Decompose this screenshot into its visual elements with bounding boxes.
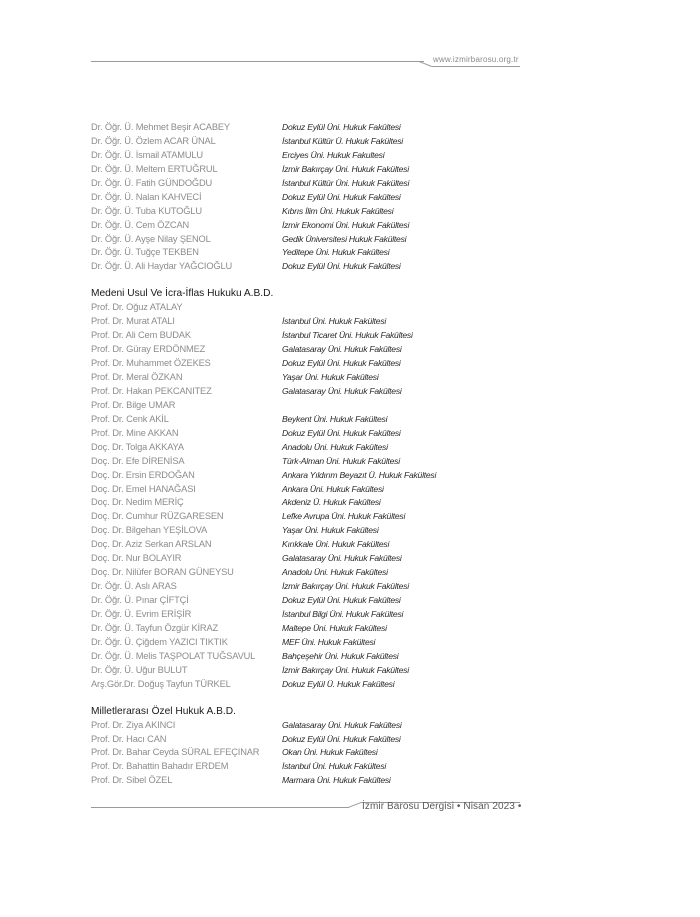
member-institution: Yaşar Üni. Hukuk Fakültesi [282, 372, 379, 382]
member-institution: Galatasaray Üni. Hukuk Fakültesi [282, 385, 402, 396]
header-url: www.izmirbarosu.org.tr [433, 55, 519, 64]
list-item [91, 149, 531, 163]
list-item [91, 580, 531, 594]
member-institution: İstanbul Üni. Hukuk Fakültesi [282, 316, 387, 327]
list-item [91, 121, 531, 135]
list-item [91, 733, 531, 747]
list-item [91, 219, 531, 233]
member-name: Prof. Dr. Ali Cem BUDAK [91, 330, 191, 341]
list-item [91, 455, 531, 469]
member-name: Prof. Dr. Güray ERDÖNMEZ [91, 344, 206, 355]
list-item [91, 413, 531, 427]
member-name: Prof. Dr. Oğuz ATALAY [91, 302, 183, 313]
member-name: Doç. Dr. Efe DİRENİSA [91, 455, 185, 466]
member-name: Prof. Dr. Ziya AKINCI [91, 719, 176, 730]
member-name: Dr. Öğr. Ü. Tuğçe TEKBEN [91, 247, 199, 258]
list-item [91, 399, 531, 413]
member-institution: Beykent Üni. Hukuk Fakültesi [282, 413, 388, 424]
member-name: Prof. Dr. Sibel ÖZEL [91, 775, 173, 786]
member-institution: Yeditepe Üni. Hukuk Fakültesi [282, 247, 390, 258]
list-item [91, 315, 531, 329]
member-name: Doç. Dr. Cumhur RÜZGARESEN [91, 511, 224, 522]
member-name: Prof. Dr. Cenk AKİL [91, 413, 169, 424]
member-name: Dr. Öğr. Ü. Fatih GÜNDOĞDU [91, 177, 213, 188]
member-name: Dr. Öğr. Ü. Nalan KAHVECİ [91, 191, 202, 202]
member-name: Dr. Öğr. Ü. Tayfun Özgür KİRAZ [91, 622, 219, 633]
member-institution: İstanbul Üni. Hukuk Fakültesi [282, 761, 387, 772]
member-institution: Anadolu Üni. Hukuk Fakültesi [282, 567, 388, 578]
header-rule-slant [419, 61, 432, 67]
member-name: Doç. Dr. Nilüfer BORAN GÜNEYSU [91, 567, 234, 578]
list-item [91, 678, 531, 692]
member-name: Dr. Öğr. Ü. Özlem ACAR ÜNAL [91, 135, 216, 146]
member-name: Prof. Dr. Hakan PEKCANITEZ [91, 385, 212, 396]
list-item [91, 385, 531, 399]
member-institution: Kırıkkale Üni. Hukuk Fakültesi [282, 539, 390, 550]
list-item [91, 538, 531, 552]
header-rule-end [432, 66, 520, 67]
member-institution: MEF Üni. Hukuk Fakültesi [282, 636, 376, 647]
member-name: Prof. Dr. Hacı CAN [91, 733, 167, 744]
member-institution: İzmir Bakırçay Üni. Hukuk Fakültesi [282, 664, 409, 675]
list-item [91, 427, 531, 441]
member-institution: Erciyes Üni. Hukuk Fakultesi [282, 149, 385, 160]
member-name: Dr. Öğr. Ü. Ali Haydar YAĞCIOĞLU [91, 261, 233, 272]
member-institution: Anadolu Üni. Hukuk Fakültesi [282, 441, 388, 452]
list-item [91, 246, 531, 260]
list-item [91, 496, 531, 510]
member-name: Prof. Dr. Bahattin Bahadır ERDEM [91, 761, 229, 772]
member-name: Prof. Dr. Murat ATALI [91, 316, 175, 327]
member-institution: İstanbul Bilgi Üni. Hukuk Fakültesi [282, 608, 404, 619]
list-item [91, 552, 531, 566]
member-institution: Okan Üni. Hukuk Fakültesi [282, 747, 378, 758]
member-institution: İzmir Ekonomi Üni. Hukuk Fakültesi [282, 219, 410, 230]
member-institution: İstanbul Kültür Ü. Hukuk Fakültesi [282, 135, 403, 146]
member-institution: Yaşar Üni. Hukuk Fakültesi [282, 525, 379, 536]
member-institution: Türk-Alman Üni. Hukuk Fakültesi [282, 455, 400, 466]
member-institution: Ankara Üni. Hukuk Fakültesi [282, 483, 384, 494]
member-name: Doç. Dr. Aziz Serkan ARSLAN [91, 539, 212, 550]
member-institution: Bahçeşehir Üni. Hukuk Fakültesi [282, 650, 399, 661]
list-item [91, 371, 531, 385]
list-item [91, 177, 531, 191]
member-name: Dr. Öğr. Ü. Çiğdem YAZICI TIKTIK [91, 636, 228, 647]
member-name: Doç. Dr. Tolga AKKAYA [91, 441, 184, 452]
footer-rule-slant [348, 802, 361, 808]
member-name: Prof. Dr. Muhammet ÖZEKES [91, 358, 211, 369]
member-name: Dr. Öğr. Ü. Evrim ERİŞİR [91, 608, 192, 619]
member-name: Doç. Dr. Nur BOLAYIR [91, 553, 182, 564]
member-institution: Maltepe Üni. Hukuk Fakültesi [282, 622, 387, 633]
list-item [91, 357, 531, 371]
member-institution: Gedik Üniversitesi Hukuk Fakültesi [282, 233, 407, 244]
list-item [91, 163, 531, 177]
member-name: Dr. Öğr. Ü. Aslı ARAS [91, 581, 177, 592]
list-item [91, 191, 531, 205]
member-institution: Lefke Avrupa Üni. Hukuk Fakültesi [282, 511, 406, 522]
member-institution: İzmir Bakırçay Üni. Hukuk Fakültesi [282, 581, 409, 592]
member-name: Doç. Dr. Ersin ERDOĞAN [91, 469, 195, 480]
member-institution: Kıbrıs İlim Üni. Hukuk Fakültesi [282, 205, 394, 216]
member-institution: Akdeniz Ü. Hukuk Fakültesi [282, 497, 381, 508]
member-institution: Dokuz Eylül Üni. Hukuk Fakültesi [282, 261, 401, 272]
list-item [91, 510, 531, 524]
member-name: Doç. Dr. Emel HANAĞASI [91, 483, 196, 494]
member-name: Prof. Dr. Bahar Ceyda SÜRAL EFEÇINAR [91, 747, 260, 758]
member-institution: İzmir Bakırçay Üni. Hukuk Fakültesi [282, 163, 409, 174]
member-institution: Dokuz Eylül Üni. Hukuk Fakültesi [282, 595, 401, 605]
member-institution: Dokuz Eylül Üni. Hukuk Fakültesi [282, 191, 401, 202]
member-name: Dr. Öğr. Ü. Meltem ERTUĞRUL [91, 163, 218, 174]
member-name: Dr. Öğr. Ü. Pınar ÇİFTÇİ [91, 595, 189, 605]
member-institution: Dokuz Eylül Üni. Hukuk Fakültesi [282, 427, 401, 438]
footer-text: İzmir Barosu Dergisi • Nisan 2023 • [362, 801, 522, 812]
member-name: Doç. Dr. Bilgehan YEŞİLOVA [91, 525, 208, 536]
list-item [91, 636, 531, 650]
list-item [91, 205, 531, 219]
list-item [91, 664, 531, 678]
list-item [91, 135, 531, 149]
list-item [91, 329, 531, 343]
list-item [91, 719, 531, 733]
list-item [91, 441, 531, 455]
member-institution: Galatasaray Üni. Hukuk Fakültesi [282, 719, 402, 730]
footer-rule [91, 807, 349, 808]
section-heading: Medeni Usul Ve İcra-İflas Hukuku A.B.D. [91, 288, 274, 300]
list-item [91, 746, 531, 760]
member-name: Dr. Öğr. Ü. Uğur BULUT [91, 664, 188, 675]
member-institution: Dokuz Eylül Üni. Hukuk Fakültesi [282, 733, 401, 744]
list-item [91, 760, 531, 774]
member-institution: Ankara Yıldırım Beyazıt Ü. Hukuk Fakültesi [282, 469, 437, 480]
list-item [91, 260, 531, 274]
list-item [91, 650, 531, 664]
member-name: Dr. Öğr. Ü. Mehmet Beşir ACABEY [91, 122, 230, 132]
list-item [91, 594, 531, 608]
list-item [91, 566, 531, 580]
member-institution: İstanbul Kültür Üni. Hukuk Fakültesi [282, 177, 410, 188]
member-name: Doç. Dr. Nedim MERİÇ [91, 497, 184, 508]
member-name: Dr. Öğr. Ü. İsmail ATAMULU [91, 149, 203, 160]
list-item [91, 469, 531, 483]
list-item [91, 608, 531, 622]
section-heading: Milletlerarası Özel Hukuk A.B.D. [91, 705, 236, 717]
member-name: Prof. Dr. Mine AKKAN [91, 427, 179, 438]
member-institution: Dokuz Eylül Üni. Hukuk Fakültesi [282, 122, 401, 132]
member-name: Prof. Dr. Bilge UMAR [91, 399, 176, 410]
header-rule [91, 61, 424, 62]
list-item [91, 774, 531, 788]
list-item [91, 524, 531, 538]
member-institution: Dokuz Eylül Ü. Hukuk Fakültesi [282, 678, 395, 689]
member-name: Dr. Öğr. Ü. Tuba KUTOĞLU [91, 205, 202, 216]
member-institution: Galatasaray Üni. Hukuk Fakültesi [282, 553, 402, 564]
list-item [91, 483, 531, 497]
member-name: Dr. Öğr. Ü. Cem ÖZCAN [91, 219, 190, 230]
list-item [91, 301, 531, 315]
member-institution: Galatasaray Üni. Hukuk Fakültesi [282, 344, 402, 355]
member-institution: İstanbul Ticaret Üni. Hukuk Fakültesi [282, 330, 413, 341]
member-name: Prof. Dr. Meral ÖZKAN [91, 372, 183, 382]
member-name: Dr. Öğr. Ü. Melis TAŞPOLAT TUĞSAVUL [91, 650, 256, 661]
member-institution: Dokuz Eylül Üni. Hukuk Fakültesi [282, 358, 401, 369]
list-item [91, 343, 531, 357]
member-institution: Marmara Üni. Hukuk Fakültesi [282, 775, 391, 786]
member-name: Dr. Öğr. Ü. Ayşe Nilay ŞENOL [91, 233, 211, 244]
list-item [91, 233, 531, 247]
faculty-list [91, 121, 531, 788]
list-item [91, 622, 531, 636]
member-name: Arş.Gör.Dr. Doğuş Tayfun TÜRKEL [91, 678, 231, 689]
